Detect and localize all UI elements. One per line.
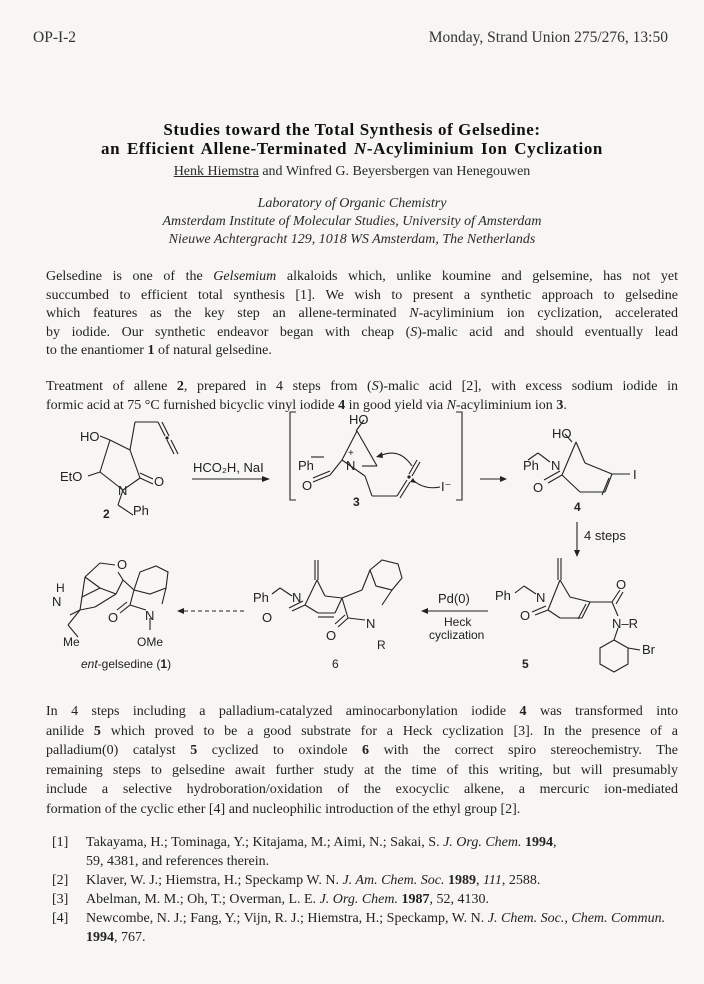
reference-volume: 111 (482, 873, 502, 888)
reagent-label: HCO₂H, NaI (193, 460, 264, 475)
ether-oxygen-label: O (117, 557, 128, 572)
affiliation-line-2: Amsterdam Institute of Molecular Studies, University of Amsterdam (162, 214, 542, 229)
compound-2-label: 2 (103, 507, 110, 521)
phenyl-label: Ph (495, 588, 511, 603)
hydroxyl-label: HO (349, 412, 369, 427)
text: cyclized to oxindole (197, 743, 362, 758)
phenyl-label: Ph (253, 590, 269, 605)
ent-prefix: ent (81, 657, 98, 671)
compound-4-structure (523, 426, 637, 514)
phenyl-label: Ph (298, 458, 314, 473)
nitrogen-label: N (551, 458, 561, 473)
italic-text: S (410, 324, 418, 340)
compound-5-structure (495, 558, 656, 672)
oxygen-label: O (262, 610, 273, 625)
text: -acyliminium ion (455, 397, 557, 413)
nitrogen-label: N (292, 590, 302, 605)
references-list (52, 833, 692, 947)
compound-3-structure (290, 412, 462, 509)
reference-details: , 767. (114, 930, 146, 945)
compound-6-label: 6 (332, 657, 339, 671)
nitrogen-label: N (536, 590, 546, 605)
oxygen-label: O (302, 478, 313, 493)
gelsedine-name: -gelsedine ( (97, 657, 161, 671)
compound-5-label: 5 (522, 657, 529, 671)
compound-ref: 5 (93, 723, 101, 739)
reference-number: [4] (52, 911, 69, 926)
reference-journal: J. Org. Chem. (443, 835, 522, 850)
text: to the enantiomer (46, 343, 148, 359)
methyl-label: Me (63, 635, 80, 649)
text: remaining steps to gelsedine await further study at the time of this writing, but will presumably (46, 762, 678, 778)
italic-text: N (409, 306, 419, 322)
title-text: -Acyliminium Ion Cyclization (366, 139, 603, 158)
text-line (46, 305, 678, 324)
hydroxyl-label: HO (552, 426, 572, 441)
oxygen-label: O (520, 608, 531, 623)
reference-year: 1987 (401, 892, 430, 907)
ethoxy-label: EtO (60, 469, 83, 484)
steps-label: 4 steps (584, 528, 626, 543)
text-line (46, 722, 678, 742)
text: of natural gelsedine. (154, 343, 272, 359)
compound-1-number: 1 (160, 657, 168, 671)
reference-journal: J. Chem. Soc., Chem. Commun. (487, 911, 666, 926)
reference-year: 1994 (525, 835, 553, 850)
text: in good yield via (345, 397, 447, 413)
text: palladium(0) catalyst (46, 743, 191, 758)
text: was transformed into (526, 704, 678, 719)
compound-ref: 2 (176, 379, 184, 394)
compound-ref: 5 (190, 743, 198, 758)
compound-3-label: 3 (353, 495, 360, 509)
compound-ref: 4 (338, 397, 346, 413)
text: -acyliminium ion cyclization, accelerated (418, 306, 679, 322)
reaction-scheme (0, 397, 704, 690)
reaction-arrow-4 (421, 591, 488, 642)
text-line (46, 378, 678, 397)
reference-item (52, 890, 692, 909)
intro-paragraph (46, 268, 678, 361)
reference-details: , 52, 4130. (429, 892, 489, 907)
iodide-label: I⁻ (441, 479, 452, 494)
paper-title-line-1: Studies toward the Total Synthesis of Gelsedine: (163, 120, 541, 139)
text: alkaloids which, unlike koumine and gelsemine, has not yet (276, 269, 679, 284)
text-line (46, 287, 678, 306)
text: by iodide. Our synthetic endeavor began with cheap ( (46, 324, 411, 340)
amide-nitrogen-label: N–R (612, 616, 639, 631)
text: )-malic acid and should eventually lead (417, 324, 678, 340)
session-schedule: Monday, Strand Union 275/276, 13:50 (428, 29, 668, 46)
reaction-arrow-5-dashed (177, 608, 246, 614)
session-code: OP-I-2 (33, 29, 77, 46)
reference-authors: Klaver, W. J.; Hiemstra, H.; Speckamp W. N. (86, 873, 343, 888)
reference-journal: J. Org. Chem. (319, 892, 398, 907)
text: include a selective hydroboration/oxidation of the exocyclic alkene, a mercuric ion-mediated (46, 782, 678, 797)
oxygen-label: O (533, 480, 544, 495)
presenting-author: Henk Hiemstra (173, 164, 259, 179)
cyclization-label: cyclization (429, 628, 485, 642)
reference-item: [2] Klaver, W. J.; Hiemstra, H.; Speckamp W. N. J. Am. Chem. Soc. 1989, 111, 2588. (52, 873, 541, 888)
compound-ref: 1 (147, 343, 155, 359)
oxindole-oxygen-label: O (326, 628, 337, 643)
reference-item: [1] Takayama, H.; Tominaga, Y.; Kitajama, M.; Aimi, N.; Sakai, S. J. Org. Chem. 1994, 59, 4381, and references therein. (52, 835, 557, 869)
title-italic-n: N (353, 139, 367, 158)
text-line (46, 800, 678, 820)
text: which features as the key step an allene-terminated (46, 306, 410, 322)
text-line (46, 342, 678, 361)
phenyl-label: Ph (133, 503, 149, 518)
oxindole-nitrogen-label: N (145, 608, 155, 623)
reference-number: [1] (52, 835, 69, 850)
reference-authors: Takayama, H.; Tominaga, Y.; Kitajama, M.; Aimi, N.; Sakai, S. (86, 835, 444, 850)
reference-authors: Abelman, M. M.; Oh, T.; Overman, L. E. (86, 892, 320, 907)
text: formation of the cyclic ether [4] and nucleophilic introduction of the ethyl group [2]. (46, 801, 521, 817)
text: anilide (46, 723, 94, 739)
positive-charge-label: + (348, 448, 354, 459)
compound-ref: 4 (519, 704, 527, 719)
text: Gelsedine is one of the (46, 269, 214, 284)
text: succumbed to efficient total synthesis [1]. We wish to present a synthetic approach to gelsedine (46, 287, 678, 303)
oxindole-nitrogen-label: N (366, 616, 376, 631)
nitrogen-label: N (118, 483, 128, 498)
text-line (46, 324, 678, 343)
text: which proved to be a good substrate for a Heck cyclization [3]. In the presence of a (100, 723, 678, 739)
heck-label: Heck (444, 615, 472, 629)
results-paragraph (46, 702, 678, 819)
paper-title-line-2 (0, 139, 704, 159)
reference-year: 1989 (447, 873, 476, 888)
catalyst-label: Pd(0) (438, 591, 470, 606)
reference-item (52, 909, 692, 947)
co-author: Winfred G. Beyersbergen van Henegouwen (285, 164, 531, 179)
text-line (46, 780, 678, 800)
iodine-label: I (633, 467, 637, 482)
text: with the correct spiro stereochemistry. The (369, 743, 678, 758)
reference-number: [2] (52, 873, 69, 888)
affiliation-line-1: Laboratory of Organic Chemistry (257, 196, 447, 211)
text: )-malic acid [2], with excess sodium iodide in (378, 379, 678, 394)
compound-4-label: 4 (574, 500, 581, 514)
text-line (46, 741, 678, 761)
gelsedine-close: ) (167, 657, 172, 671)
hydroxyl-label: HO (80, 429, 100, 444)
reference-authors: Newcombe, N. J.; Fang, Y.; Vijn, R. J.; Hiemstra, H.; Speckamp, W. N. (86, 911, 488, 926)
amide-oxygen-label: O (616, 577, 627, 592)
text: Treatment of allene (46, 379, 177, 394)
text-line (46, 702, 678, 722)
text-line (46, 761, 678, 781)
reference-journal: J. Am. Chem. Soc. (342, 873, 445, 888)
phenyl-label: Ph (523, 458, 539, 473)
text: , prepared in 4 steps from ( (183, 379, 372, 394)
compound-ref: 3 (556, 397, 564, 413)
author-connector: and (258, 164, 286, 179)
compound-6-structure (253, 560, 402, 671)
oxygen-label: O (154, 474, 165, 489)
reaction-arrow-2 (480, 476, 507, 482)
compound-ref: 6 (362, 743, 369, 758)
methoxy-label: OMe (137, 635, 164, 649)
reference-number: [3] (52, 892, 69, 907)
iminium-nitrogen-label: N (346, 458, 356, 473)
reference-year: 1994 (86, 930, 114, 945)
authors (0, 164, 704, 180)
oxindole-oxygen-label: O (108, 610, 119, 625)
affiliation-line-3: Nieuwe Achtergracht 129, 1018 WS Amsterdam, The Netherlands (168, 232, 536, 247)
text: . (563, 397, 567, 413)
amine-nitrogen-label: N (52, 594, 62, 609)
reaction-arrow-1 (192, 460, 270, 482)
text-line (46, 268, 678, 287)
bromine-label: Br (642, 642, 655, 657)
compound-2-structure (60, 422, 178, 521)
italic-text: S (371, 379, 379, 394)
text: formic acid at 75 °C furnished bicyclic vinyl iodide (46, 397, 339, 413)
italic-text: N (446, 397, 456, 413)
reaction-arrow-3 (574, 522, 626, 557)
amine-h-label: H (56, 581, 65, 595)
ent-gelsedine-label (81, 657, 171, 671)
title-text: an Efficient Allene-Terminated (100, 139, 354, 158)
italic-text: Gelsemium (213, 269, 277, 284)
text: In 4 steps including a palladium-catalyzed aminocarbonylation iodide (46, 704, 520, 719)
reference-details: 59, 4381, and references therein. (86, 854, 270, 869)
r-group-label: R (377, 638, 386, 652)
ent-gelsedine-structure (52, 557, 171, 671)
reference-details: , 2588. (501, 873, 541, 888)
